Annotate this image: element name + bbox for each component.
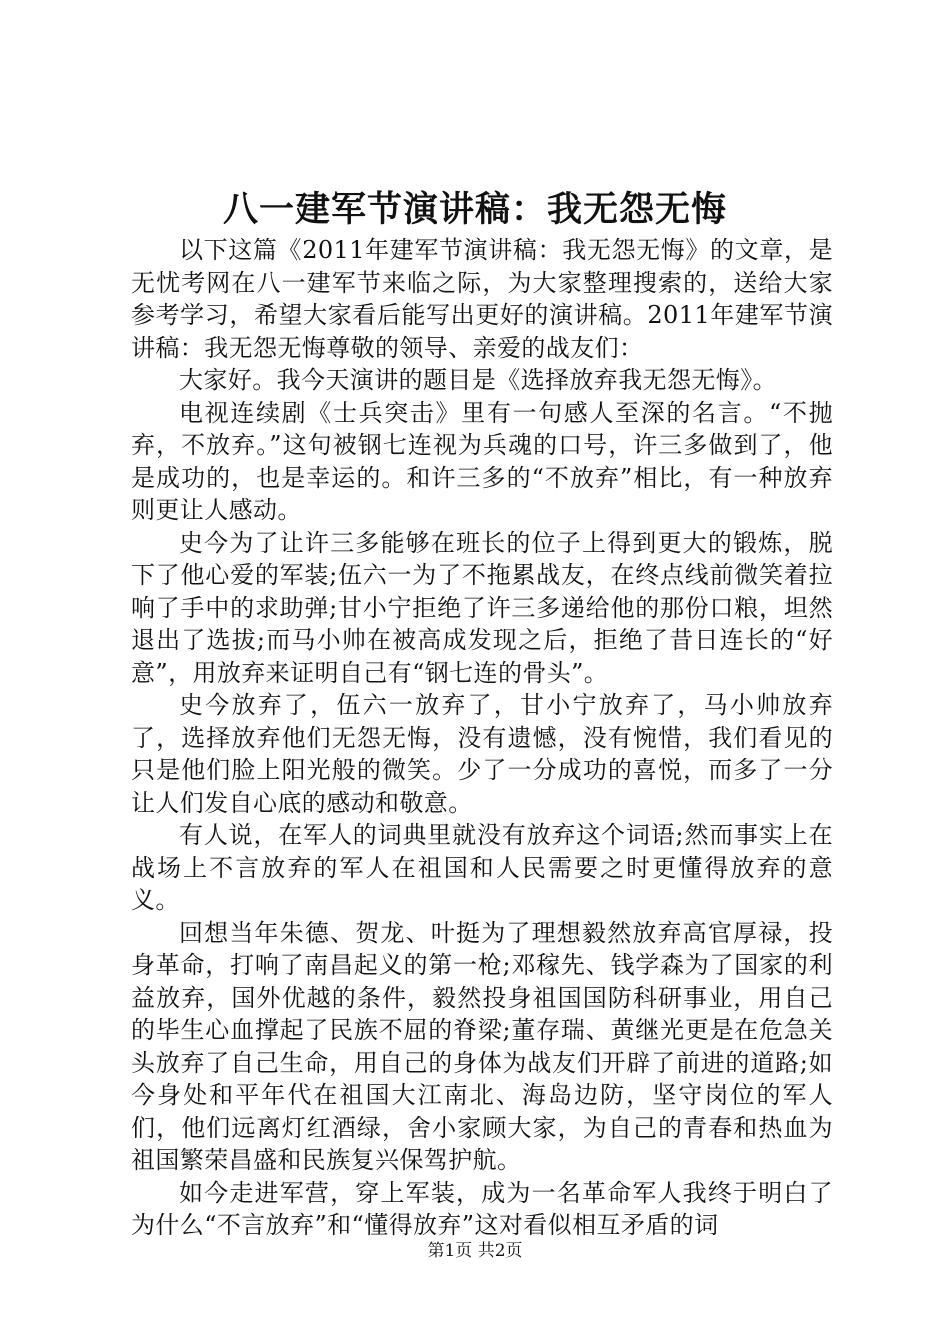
- paragraph-soldier-drama: 电视连续剧《士兵突击》里有一句感人至深的名言。“不抛弃，不放弃。”这句被钢七连视为兵魂的口号，许三多做到了，他是成功的，也是幸运的。和许三多的“不放弃”相比，有一种放弃则更让人感动。: [131, 398, 833, 524]
- document-body: [131, 234, 833, 1242]
- document-title: 八一建军节演讲稿：我无怨无悔: [222, 189, 727, 230]
- paragraph-conclusion-start: 如今走进军营，穿上军装，成为一名革命军人我终于明白了为什么“不言放弃”和“懂得放弃”这对看似相互矛盾的词: [131, 1178, 833, 1239]
- paragraph-choosing-to-give-up: 史今放弃了，伍六一放弃了，甘小宁放弃了，马小帅放弃了，选择放弃他们无怨无悔，没有遗憾，没有惋惜，我们看见的只是他们脸上阳光般的微笑。少了一分成功的喜悦，而多了一分让人们发自心底的感动和敬意。: [131, 691, 833, 817]
- page-footer: 第1页 共2页: [427, 1241, 523, 1261]
- paragraph-intro: 以下这篇《2011年建军节演讲稿：我无怨无悔》的文章，是无忧考网在八一建军节来临之际，为大家整理搜索的，送给大家参考学习，希望大家看后能写出更好的演讲稿。2011年建军节演讲稿：我无怨无悔尊敬的领导、亲爱的战友们：: [131, 236, 833, 362]
- paragraph-characters: 史今为了让许三多能够在班长的位子上得到更大的锻炼，脱下了他心爱的军装;伍六一为了不拖累战友，在终点线前微笑着拉响了手中的求助弹;甘小宁拒绝了许三多递给他的那份口粮，坦然退出了选拔;而马小帅在被高成发现之后，拒绝了昔日连长的“好意”，用放弃来证明自己有“钢七连的骨头”。: [131, 528, 833, 687]
- paragraph-military-dictionary: 有人说，在军人的词典里就没有放弃这个词语;然而事实上在战场上不言放弃的军人在祖国和人民需要之时更懂得放弃的意义。: [131, 821, 833, 914]
- paragraph-history: 回想当年朱德、贺龙、叶挺为了理想毅然放弃高官厚禄，投身革命，打响了南昌起义的第一枪;邓稼先、钱学森为了国家的利益放弃，国外优越的条件，毅然投身祖国国防科研事业，用自己的毕生心血撑起了民族不屈的脊梁;董存瑞、黄继光更是在危急关头放弃了自己生命，用自己的身体为战友们开辟了前进的道路;如今身处和平年代在祖国大江南北、海岛边防，坚守岗位的军人们，他们远离灯红酒绿，舍小家顾大家，为自己的青春和热血为祖国繁荣昌盛和民族复兴保驾护航。: [131, 918, 833, 1174]
- paragraph-greeting: 大家好。我今天演讲的题目是《选择放弃我无怨无悔》。: [179, 366, 777, 394]
